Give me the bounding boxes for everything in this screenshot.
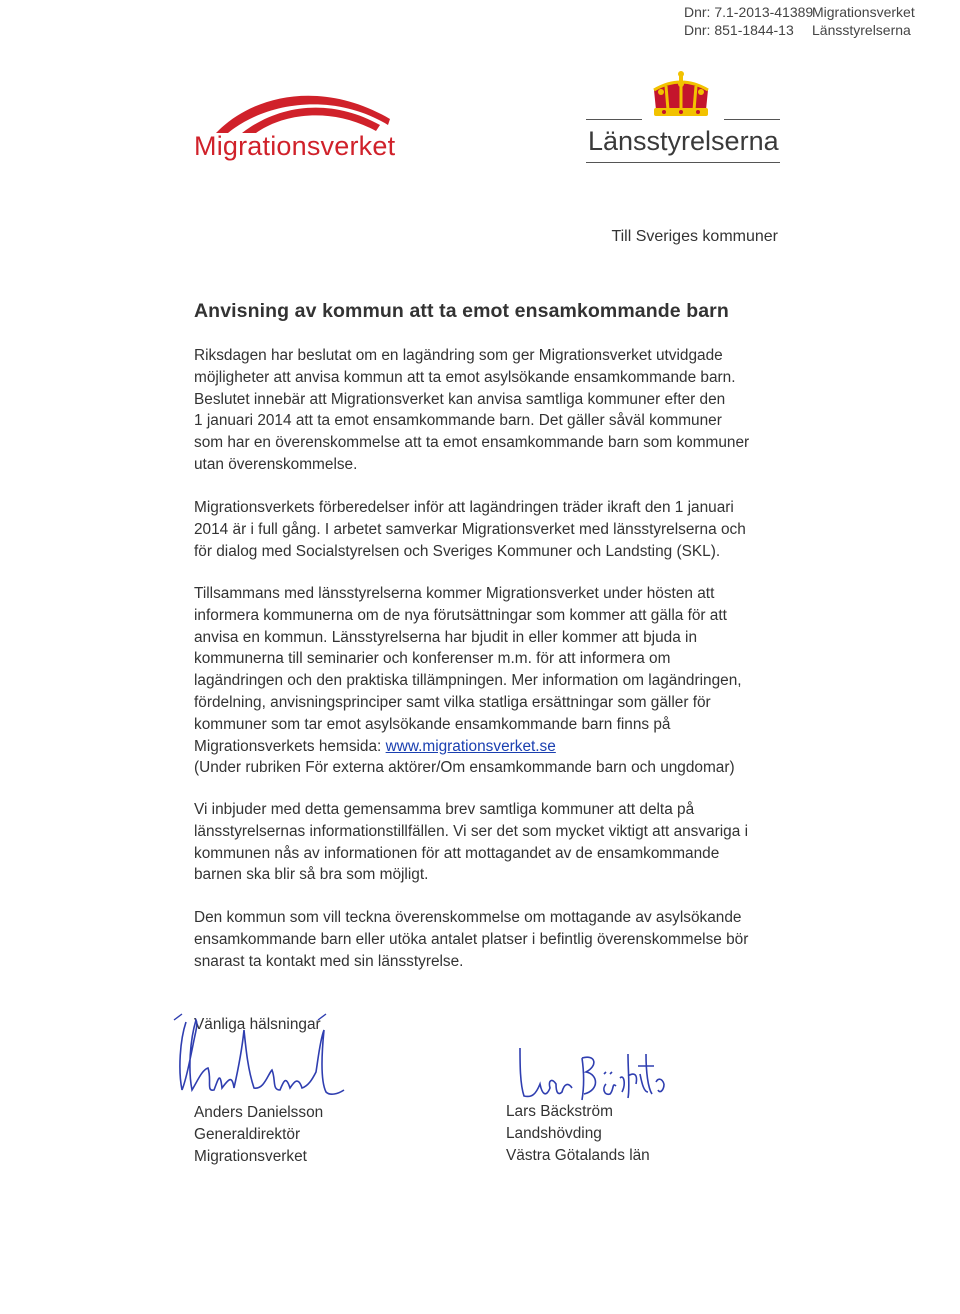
migrationsverket-logo-text: Migrationsverket <box>194 131 396 161</box>
paragraph-line: Den kommun som vill teckna överenskommelse om mottagande av asylsökande <box>194 909 742 926</box>
paragraph-line: anvisa en kommun. Länsstyrelserna har bjudit in eller kommer att bjuda in <box>194 628 698 646</box>
signatory-name: Lars Bäckström <box>506 1103 613 1120</box>
paragraph-line: utan överenskommelse. <box>194 455 358 473</box>
lansstyrelserna-logo-text: Länsstyrelserna <box>588 126 779 156</box>
paragraph-line: Beslutet innebär att Migrationsverket kan anvisa samtliga kommuner efter den <box>194 390 726 408</box>
reference-number-text: Dnr: 851-1844-13 <box>684 22 794 38</box>
website-prefix: Migrationsverkets hemsida: <box>194 737 386 755</box>
paragraph-line: 1 januari 2014 att ta emot ensamkommande barn. Det gäller såväl kommuner <box>194 412 722 430</box>
arch-icon <box>212 85 397 135</box>
logo-rule-left <box>586 119 642 120</box>
website-link[interactable]: www.migrationsverket.se <box>385 737 556 755</box>
letter-title: Anvisning av kommun att ta emot ensamkommande barn <box>194 300 729 322</box>
paragraph-line: Riksdagen har beslutat om en lagändring som ger Migrationsverket utvidgade <box>194 347 723 364</box>
paragraph-line: 2014 är i full gång. I arbetet samverkar Migrationsverket med länsstyrelserna och <box>194 520 746 538</box>
paragraph-line: informera kommunerna om de nya förutsättningar som kommer att gälla för att <box>194 606 727 624</box>
paragraph-line: möjligheter att anvisa kommun att ta emot asylsökande ensamkommande barn. <box>194 368 736 386</box>
recipient-line: Till Sveriges kommuner <box>611 228 778 245</box>
paragraph-line: Tillsammans med länsstyrelserna kommer Migrationsverket under hösten att <box>194 585 715 602</box>
signatory-org: Västra Götalands län <box>506 1147 650 1164</box>
paragraph-line: som har en överenskommelse att ta emot ensamkommande barn som kommuner <box>194 434 750 452</box>
reference-org-text: Migrationsverket <box>812 4 915 20</box>
lansstyrelserna-logo <box>586 70 786 170</box>
paragraph-line: för dialog med Socialstyrelsen och Sveriges Kommuner och Landsting (SKL). <box>194 542 721 560</box>
reference-number-text: Dnr: 7.1-2013-41389 <box>684 4 814 20</box>
crown-icon <box>648 70 714 126</box>
paragraph-line: snarast ta kontakt med sin länsstyrelse. <box>194 952 464 970</box>
signatory-title: Generaldirektör <box>194 1126 301 1143</box>
logo-rule-right <box>724 119 780 120</box>
migrationsverket-logo <box>194 85 409 165</box>
signatory-name: Anders Danielsson <box>194 1104 324 1121</box>
logo-rule-bottom <box>586 162 780 163</box>
paragraph-4 <box>194 799 794 886</box>
signatory-2 <box>506 1101 650 1167</box>
paragraph-line: (Under rubriken För externa aktörer/Om ensamkommande barn och ungdomar) <box>194 759 735 777</box>
reference-number-2 <box>684 22 911 38</box>
paragraph-line: ensamkommande barn eller utöka antalet platser i befintlig överenskommelse bör <box>194 930 749 948</box>
website-line <box>194 736 794 758</box>
paragraph-line: Vi inbjuder med detta gemensamma brev samtliga kommuner att delta på <box>194 801 695 818</box>
signature-anders-danielsson <box>168 1010 348 1105</box>
reference-org-text: Länsstyrelserna <box>812 22 911 38</box>
signatory-1 <box>194 1102 323 1168</box>
paragraph-5 <box>194 907 794 972</box>
signatory-title: Landshövding <box>506 1125 602 1142</box>
paragraph-1 <box>194 345 794 476</box>
paragraph-line: lagändringen och den praktiska tillämpningen. Mer information om lagändringen, <box>194 672 742 690</box>
paragraph-line: Migrationsverkets förberedelser inför att lagändringen träder ikraft den 1 januari <box>194 499 734 516</box>
paragraph-2 <box>194 497 794 562</box>
signatory-org: Migrationsverket <box>194 1148 307 1165</box>
paragraph-line: barnen ska blir så bra som möjligt. <box>194 866 429 884</box>
paragraph-line: kommuner som tar emot asylsökande ensamkommande barn finns på <box>194 715 671 733</box>
paragraph-line: fördelning, anvisningsprinciper samt vilka statliga ersättningar som gäller för <box>194 693 711 711</box>
paragraph-line: kommunen nås av informationen för att mottagandet av de ensamkommande <box>194 844 720 862</box>
paragraph-line: länsstyrelsernas informationstillfällen. Vi ser det som mycket viktigt att ansvariga i <box>194 822 748 840</box>
closing-greeting: Vänliga hälsningar <box>194 1016 321 1033</box>
paragraph-line: kommunerna till seminarier och konferenser m.m. för att informera om <box>194 650 671 668</box>
reference-number-1 <box>684 4 915 20</box>
paragraph-3 <box>194 583 794 779</box>
signature-lars-backstrom <box>512 1044 672 1104</box>
